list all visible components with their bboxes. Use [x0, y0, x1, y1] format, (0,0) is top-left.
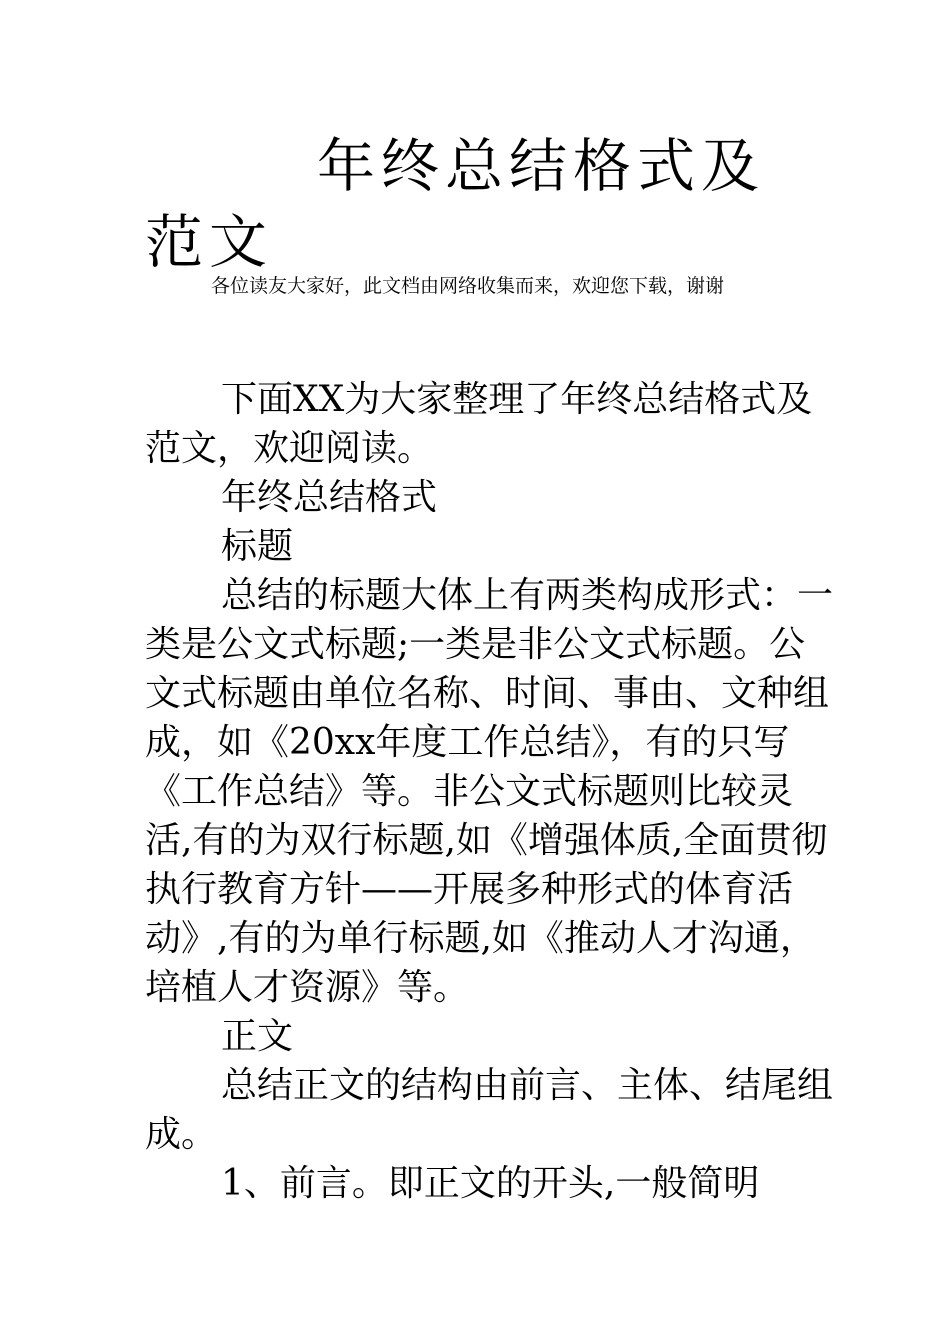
document-title: 年终总结格式及范文	[145, 132, 766, 276]
section-heading-format: 年终总结格式	[221, 477, 438, 518]
body-structure-paragraph: 总结正文的结构由前言、主体、结尾组成。	[145, 1065, 834, 1155]
title-paragraph: 总结的标题大体上有两类构成形式：一类是公文式标题;一类是非公文式标题。公文式标题由单位名称、时间、事由、文种组成，如《20xx年度工作总结》，有的只写《工作总结》等。非公文式标题则比较灵活,有的为双行标题,如《增强体质,全面贯彻执行教育方针——开展多种形式的体育活动》,有的为单行标题,如《推动人才沟通，培植人才资源》等。	[145, 575, 834, 1008]
subheading-title: 标题	[221, 526, 294, 567]
intro-paragraph: 下面XX为大家整理了年终总结格式及范文，欢迎阅读。	[145, 379, 813, 469]
subheading-body: 正文	[221, 1016, 294, 1057]
preface-paragraph: 1、前言。即正文的开头,一般简明	[221, 1163, 760, 1204]
download-notice: 各位读友大家好，此文档由网络收集而来，欢迎您下载，谢谢	[211, 275, 725, 297]
document-body	[145, 375, 835, 1208]
